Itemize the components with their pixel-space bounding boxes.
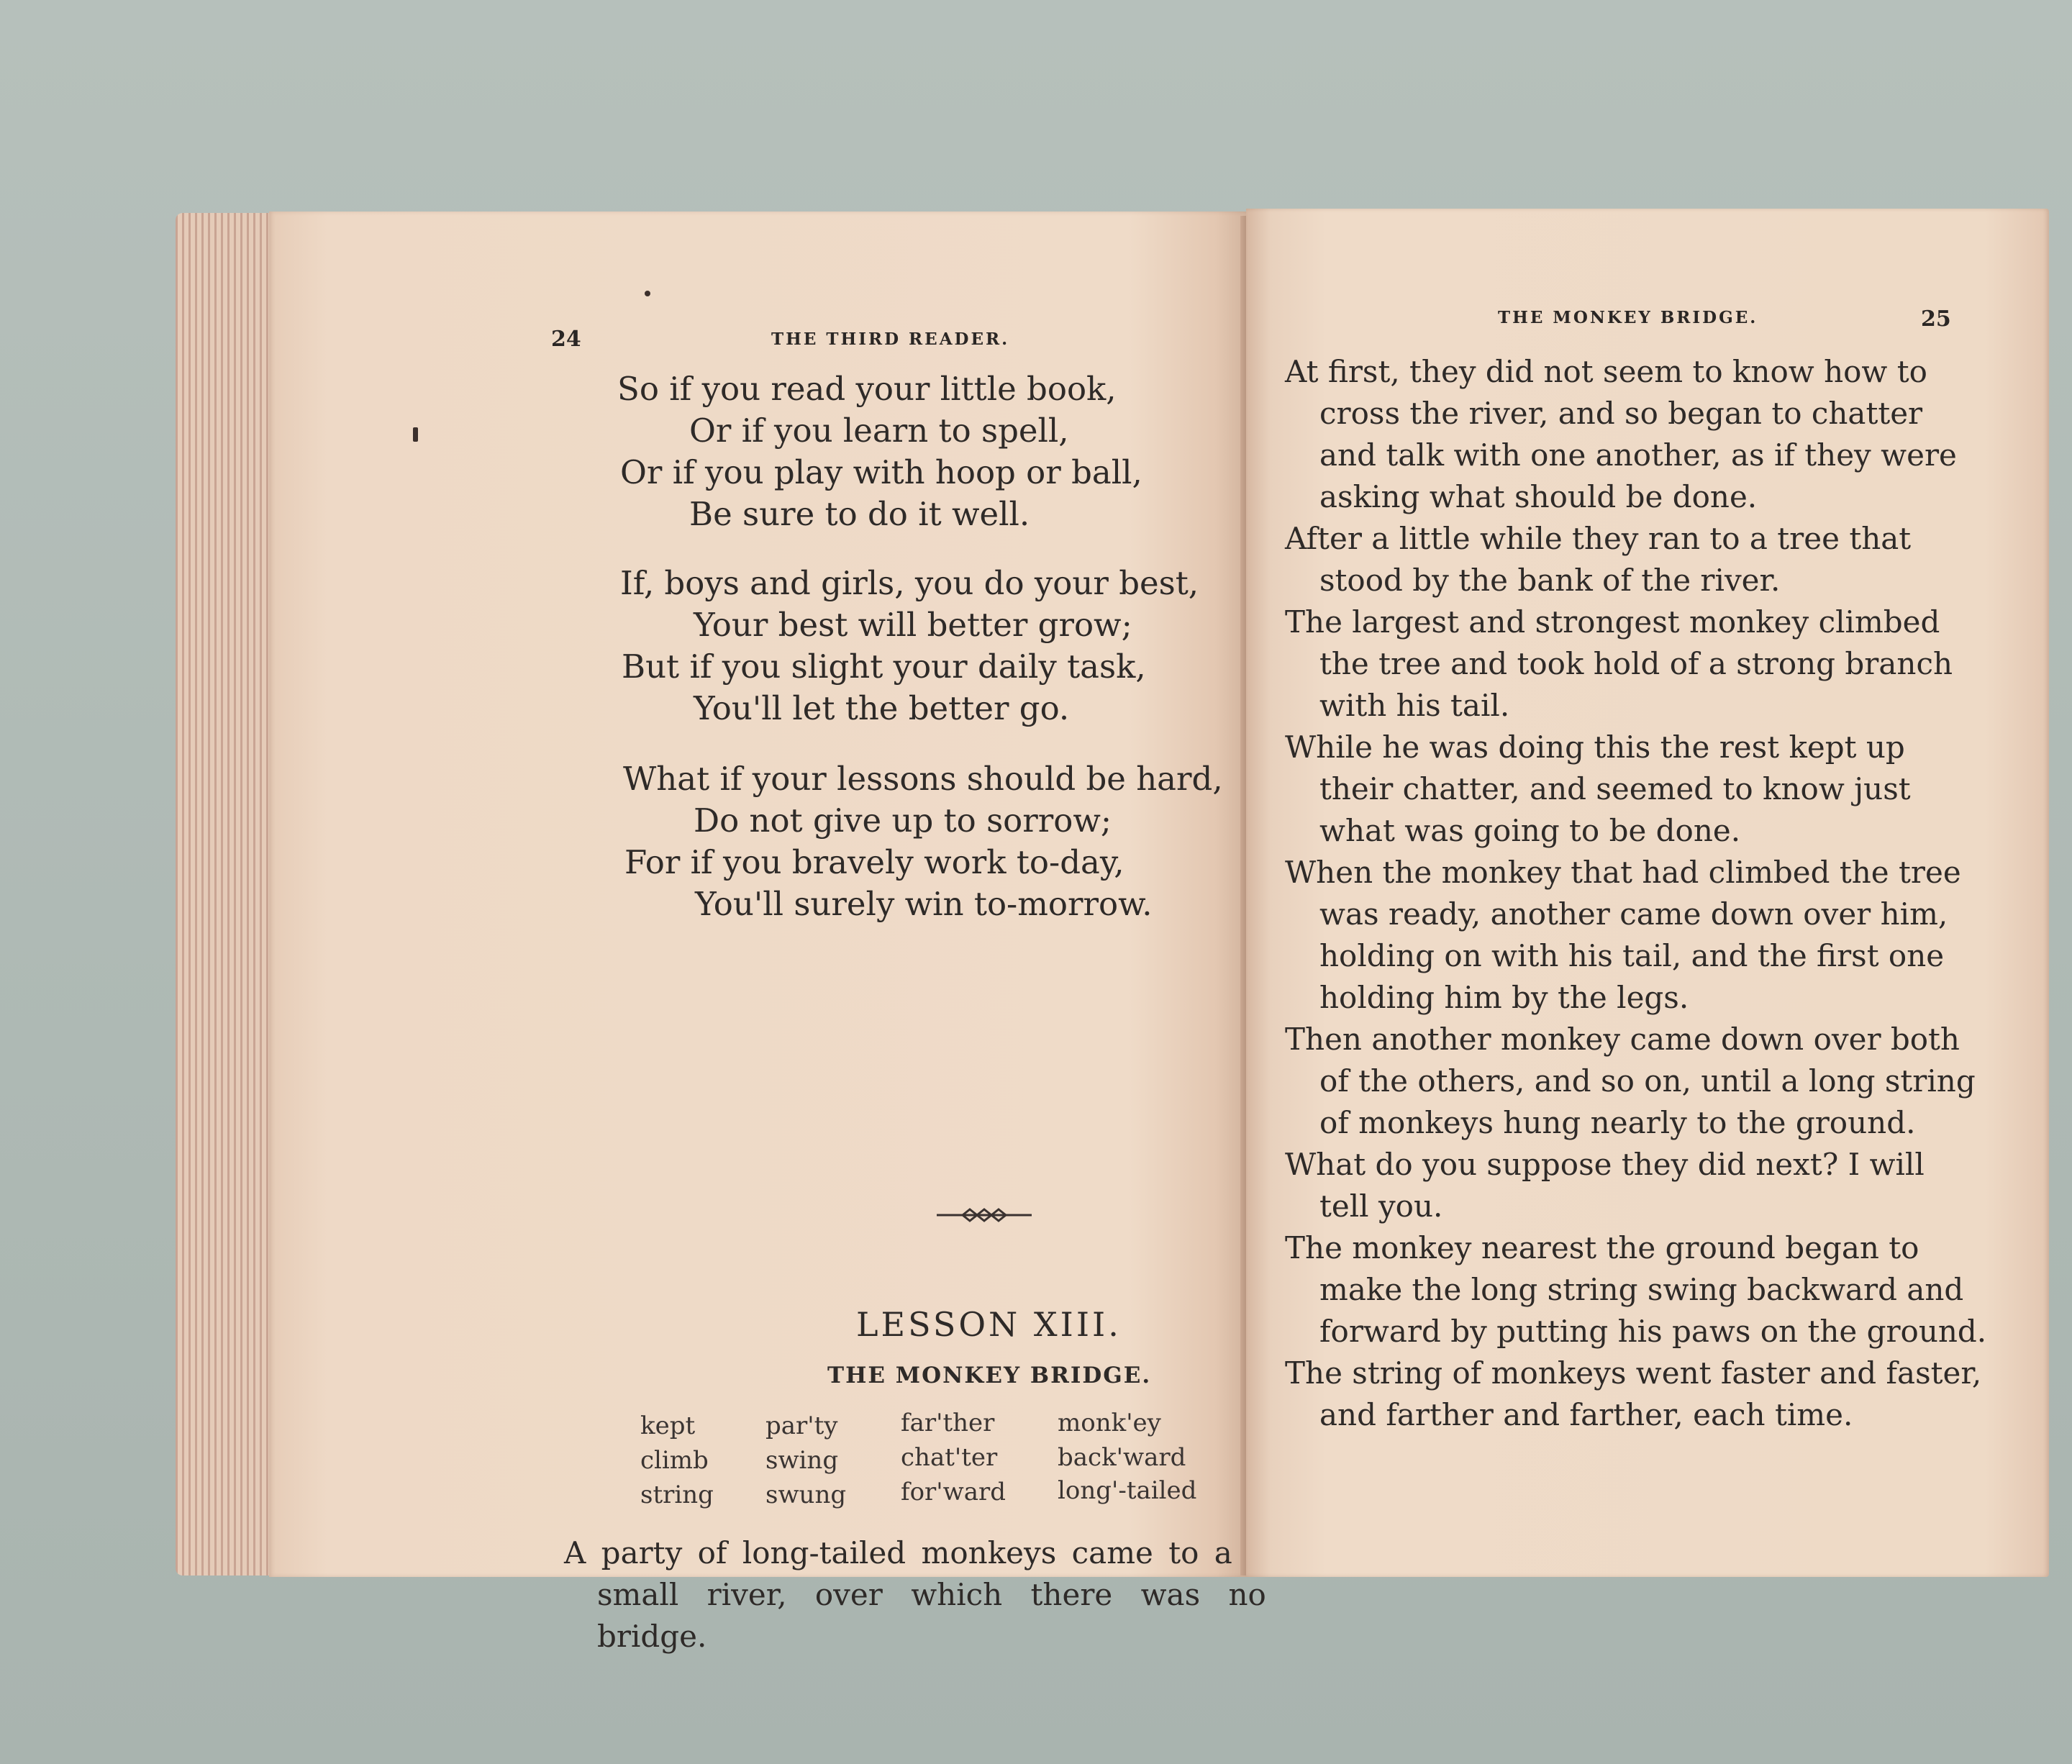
text-line: When the monkey that had climbed the tree: [1285, 855, 1961, 890]
poem-line: For if you bravely work to-day,: [624, 843, 1124, 881]
text-line: and talk with one another, as if they were: [1319, 437, 1957, 473]
lesson-subtitle: THE MONKEY BRIDGE.: [827, 1363, 1152, 1388]
text-line: holding on with his tail, and the first one: [1319, 938, 1945, 973]
text-line: At first, they did not seem to know how to: [1285, 354, 1927, 389]
vocabulary-word: for'ward: [901, 1478, 1007, 1506]
page-number: 25: [1921, 306, 1951, 332]
text-line: and farther and farther, each time.: [1319, 1397, 1853, 1432]
page-number: 24: [551, 327, 581, 352]
text-line: with his tail.: [1319, 688, 1510, 723]
vocabulary-word: far'ther: [901, 1409, 995, 1437]
poem-line: Or if you learn to spell,: [689, 412, 1069, 450]
vocabulary-word: back'ward: [1058, 1443, 1186, 1472]
poem-line: What if your lessons should be hard,: [623, 760, 1223, 798]
vocabulary-word: monk'ey: [1058, 1409, 1161, 1437]
text-line: holding him by the legs.: [1319, 980, 1689, 1015]
text-line: asking what should be done.: [1319, 479, 1758, 514]
poem-line: If, boys and girls, you do your best,: [620, 564, 1199, 602]
text-line: small river, over which there was no: [597, 1577, 1266, 1612]
vocabulary-word: string: [640, 1481, 714, 1509]
text-line: While he was doing this the rest kept up: [1285, 729, 1905, 765]
running-head: THE MONKEY BRIDGE.: [1498, 308, 1758, 327]
text-line: The monkey nearest the ground began to: [1285, 1230, 1919, 1265]
poem-line: So if you read your little book,: [617, 370, 1117, 408]
vocabulary-word: swing: [765, 1446, 839, 1475]
poem-line: You'll let the better go.: [694, 689, 1070, 727]
poem-line: Your best will better grow;: [694, 606, 1132, 644]
text-line: After a little while they ran to a tree that: [1285, 521, 1912, 556]
text-line: A party of long-tailed monkeys came to a: [564, 1535, 1232, 1570]
text-line: their chatter, and seemed to know just: [1319, 771, 1911, 806]
running-head: THE THIRD READER.: [771, 329, 1010, 349]
lesson-title: LESSON XIII.: [856, 1305, 1122, 1344]
text-line: The largest and strongest monkey climbed: [1285, 604, 1940, 640]
text-line: what was going to be done.: [1319, 813, 1741, 848]
poem-line: Or if you play with hoop or ball,: [620, 453, 1142, 491]
section-divider-ornament: [934, 1204, 1035, 1226]
vocabulary-word: swung: [765, 1481, 847, 1509]
text-line: tell you.: [1319, 1188, 1443, 1224]
page-edges: [176, 213, 276, 1576]
text-line: Then another monkey came down over both: [1285, 1022, 1960, 1057]
vocabulary-word: climb: [640, 1446, 709, 1475]
poem-line: Be sure to do it well.: [689, 495, 1030, 533]
open-book: [176, 206, 1987, 1654]
left-page: [269, 212, 1266, 1654]
ink-speck: [645, 291, 650, 296]
poem-line: You'll surely win to-morrow.: [695, 885, 1153, 923]
text-line: was ready, another came down over him,: [1319, 896, 1948, 932]
text-line: The string of monkeys went faster and faster,: [1285, 1355, 1982, 1391]
ink-speck: [413, 427, 418, 442]
right-page: [1246, 209, 2049, 1577]
text-line: stood by the bank of the river.: [1319, 563, 1781, 598]
text-line: of the others, and so on, until a long string: [1319, 1063, 1976, 1099]
poem-line: But if you slight your daily task,: [622, 647, 1146, 686]
poem-line: Do not give up to sorrow;: [694, 801, 1112, 840]
text-line: bridge.: [597, 1619, 707, 1654]
text-line: What do you suppose they did next? I will: [1285, 1147, 1925, 1182]
text-line: cross the river, and so began to chatter: [1319, 396, 1923, 431]
vocabulary-word: kept: [640, 1411, 696, 1440]
text-line: of monkeys hung nearly to the ground.: [1319, 1105, 1916, 1140]
vocabulary-word: chat'ter: [901, 1443, 998, 1472]
vocabulary-word: long'-tailed: [1058, 1476, 1197, 1505]
text-line: forward by putting his paws on the ground.: [1319, 1314, 1987, 1349]
text-line: the tree and took hold of a strong branch: [1319, 646, 1953, 681]
text-line: make the long string swing backward and: [1319, 1272, 1964, 1307]
vocabulary-word: par'ty: [765, 1411, 838, 1440]
